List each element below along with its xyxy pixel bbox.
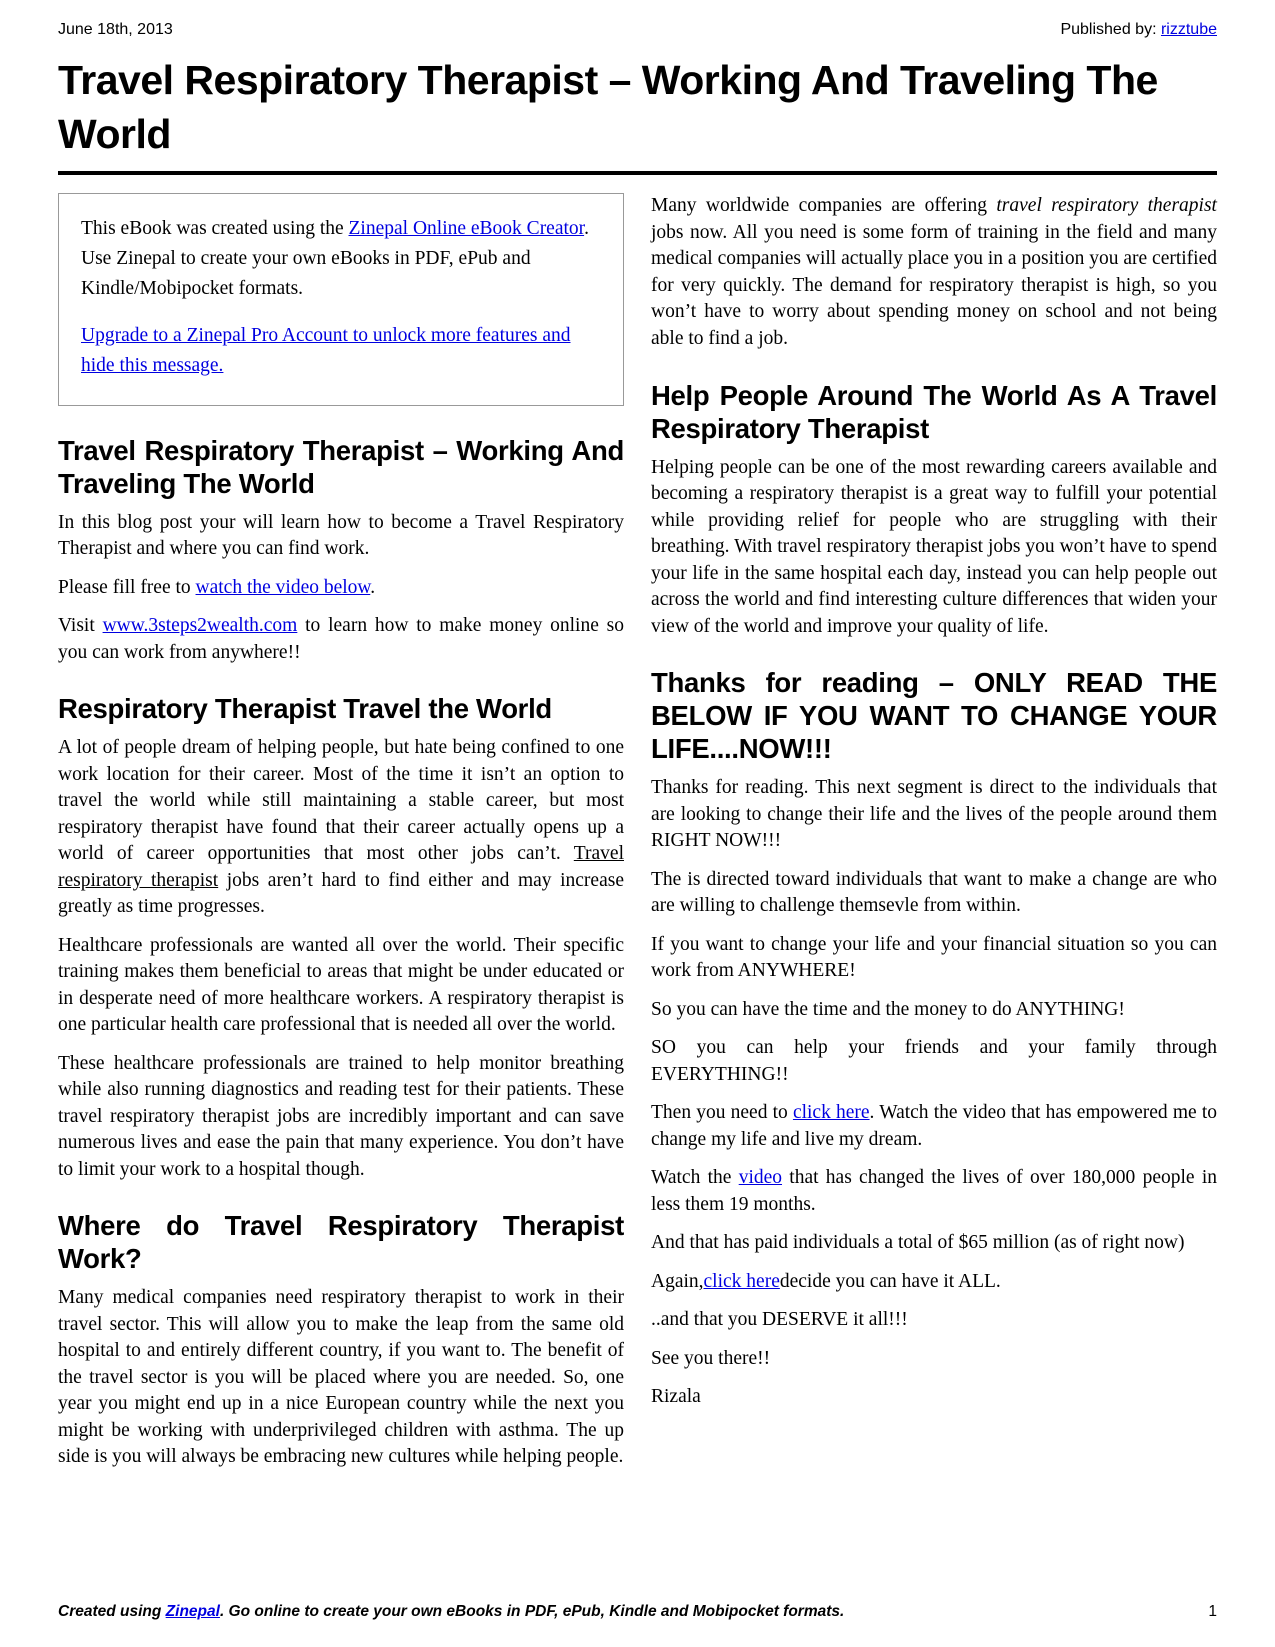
section-heading-rt-travel-world: Respiratory Therapist Travel the World [58,693,552,725]
paragraph-text: . [370,576,376,598]
paragraph: See you there!! [651,1347,771,1369]
paragraph [651,193,1217,352]
two-column-layout [58,191,1217,1483]
page-number: 1 [1208,1603,1217,1620]
notice-text: This eBook was created using the [81,218,349,240]
travel-rt-jobs-link[interactable]: Travel respiratory therapist [58,843,624,891]
wealth-site-link[interactable]: www.3steps2wealth.com [102,615,298,637]
video-link[interactable]: video [738,1167,783,1189]
paragraph: The is directed toward individuals that want to make a change are who are willing to challenge themsevle from within. [651,868,1217,917]
italic-phrase: travel respiratory therapist [996,195,1217,217]
page-header [58,20,1217,39]
paragraph: ..and that you DESERVE it all!!! [651,1309,908,1331]
zinepal-upgrade-link[interactable]: Upgrade to a Zinepal Pro Account to unlock more features and hide this message. [81,325,571,376]
published-by [1060,20,1217,39]
paragraph-text: jobs aren’t hard to find either and may increase greatly as time progresses. [58,869,624,918]
click-here-link-2[interactable]: click here [703,1270,780,1292]
paragraph: So you can have the time and the money to do ANYTHING! [651,998,1125,1020]
zinepal-creator-link[interactable]: Zinepal Online eBook Creator [348,218,585,240]
paragraph-text: jobs now. All you need is some form of training in the field and many medical companies will actually place you in a position you are certified for very quickly. The demand for respiratory therapist is high, so you won’t have to worry about spending money on school and not being able to find a job. [651,221,1217,349]
page-footer [58,1603,1217,1621]
notice-paragraph [81,321,601,380]
section-heading-thanks: Thanks for reading – ONLY READ THE BELOW IF YOU WANT TO CHANGE YOUR LIFE....NOW!!! [651,667,1217,765]
paragraph [651,1269,1217,1296]
paragraph [651,1100,1217,1153]
paragraph-text: Visit [58,615,103,637]
page-title: Travel Respiratory Therapist – Working And Traveling The World [58,57,1158,158]
paragraph-text: Please fill free to [58,576,196,598]
paragraph: Many medical companies need respiratory therapist to work in their travel sector. This will allow you to make the leap from the same old hospital to and entirely different country, if you want to. The benefit of the travel sector is you will be placed where you are needed. So, one year you might end up in a nice European country while the next you might be working with underprivileged children with asthma. The up side is you will always be embracing new cultures while helping people. [58,1287,624,1468]
notice-paragraph [81,214,601,303]
paragraph-text: decide you can have it ALL. [779,1270,1001,1292]
paragraph: And that has paid individuals a total of $65 million (as of right now) [651,1232,1185,1254]
paragraph-text: Again, [651,1270,704,1292]
paragraph-text: that has changed the lives of over 180,000 people in less them 19 months. [651,1167,1217,1215]
left-column [58,191,624,1483]
footer-text: Created using [58,1603,166,1620]
section-heading-travel-rt: Travel Respiratory Therapist – Working And Traveling The World [58,434,624,499]
paragraph: In this blog post your will learn how to become a Travel Respiratory Therapist and where you can find work. [58,511,624,560]
paragraph [58,575,624,602]
paragraph: Rizala [651,1386,701,1408]
paragraph: Helping people can be one of the most rewarding careers available and becoming a respiratory therapist is a great way to fulfill your potential while providing relief for people who are struggling with their breathing. With travel respiratory therapist jobs you won’t have to spend your life in the same hospital each day, instead you can help people out across the world and find interesting culture differences that widen your view of the world and improve your quality of life. [651,456,1217,637]
paragraph-text: A lot of people dream of helping people, but hate being confined to one work location for their career. Most of the time it isn’t an option to travel the world while still maintaining a stable career, but most respiratory therapist have found that their career actually opens up a world of career opportunities that most other jobs can’t. [58,737,624,865]
section-heading-where-work: Where do Travel Respiratory Therapist Work? [58,1210,624,1275]
section-heading-help-people: Help People Around The World As A Travel Respiratory Therapist [651,379,1217,444]
right-column [651,191,1217,1483]
paragraph: Healthcare professionals are wanted all over the world. Their specific training makes them beneficial to areas that might be under educated or in desperate need of more healthcare workers. A respiratory therapist is one particular health care professional that is needed all over the world. [58,934,624,1036]
paragraph-text: Then you need to [651,1102,793,1124]
paragraph-text: Many worldwide companies are offering [651,195,997,217]
paragraph [58,613,624,666]
paragraph: These healthcare professionals are trained to help monitor breathing while also running diagnostics and reading test for their patients. These travel respiratory therapist jobs are incredibly important and can save numerous lives and ease the pain that many experience. You don’t have to limit your work to a hospital though. [58,1052,624,1180]
watch-video-link[interactable]: watch the video below [195,576,371,598]
click-here-link[interactable]: click here [792,1102,870,1124]
footer-credit [58,1603,844,1621]
paragraph: SO you can help your friends and your family through EVERYTHING!! [651,1037,1217,1085]
zinepal-footer-link[interactable]: Zinepal [165,1603,220,1620]
rizztube-link[interactable]: rizztube [1160,21,1217,38]
paragraph-text: . Watch the video that has empowered me to change my life and live my dream. [651,1102,1217,1150]
paragraph-text: to learn how to make money online so you can work from anywhere!! [58,615,624,663]
paragraph-text: Watch the [651,1167,739,1189]
paragraph [58,735,624,921]
paragraph [651,1165,1217,1218]
footer-text: . Go online to create your own eBooks in PDF, ePub, Kindle and Mobipocket formats. [219,1603,845,1620]
title-divider [58,171,1217,175]
header-date: June 18th, 2013 [58,21,173,38]
notice-text: . Use Zinepal to create your own eBooks in PDF, ePub and Kindle/Mobipocket formats. [81,218,589,299]
published-by-label: Published by: [1060,21,1161,38]
zinepal-notice-box [58,193,624,405]
paragraph: If you want to change your life and your financial situation so you can work from ANYWHERE! [651,933,1217,982]
paragraph: Thanks for reading. This next segment is direct to the individuals that are looking to change their life and the lives of the people around them RIGHT NOW!!! [651,777,1217,852]
